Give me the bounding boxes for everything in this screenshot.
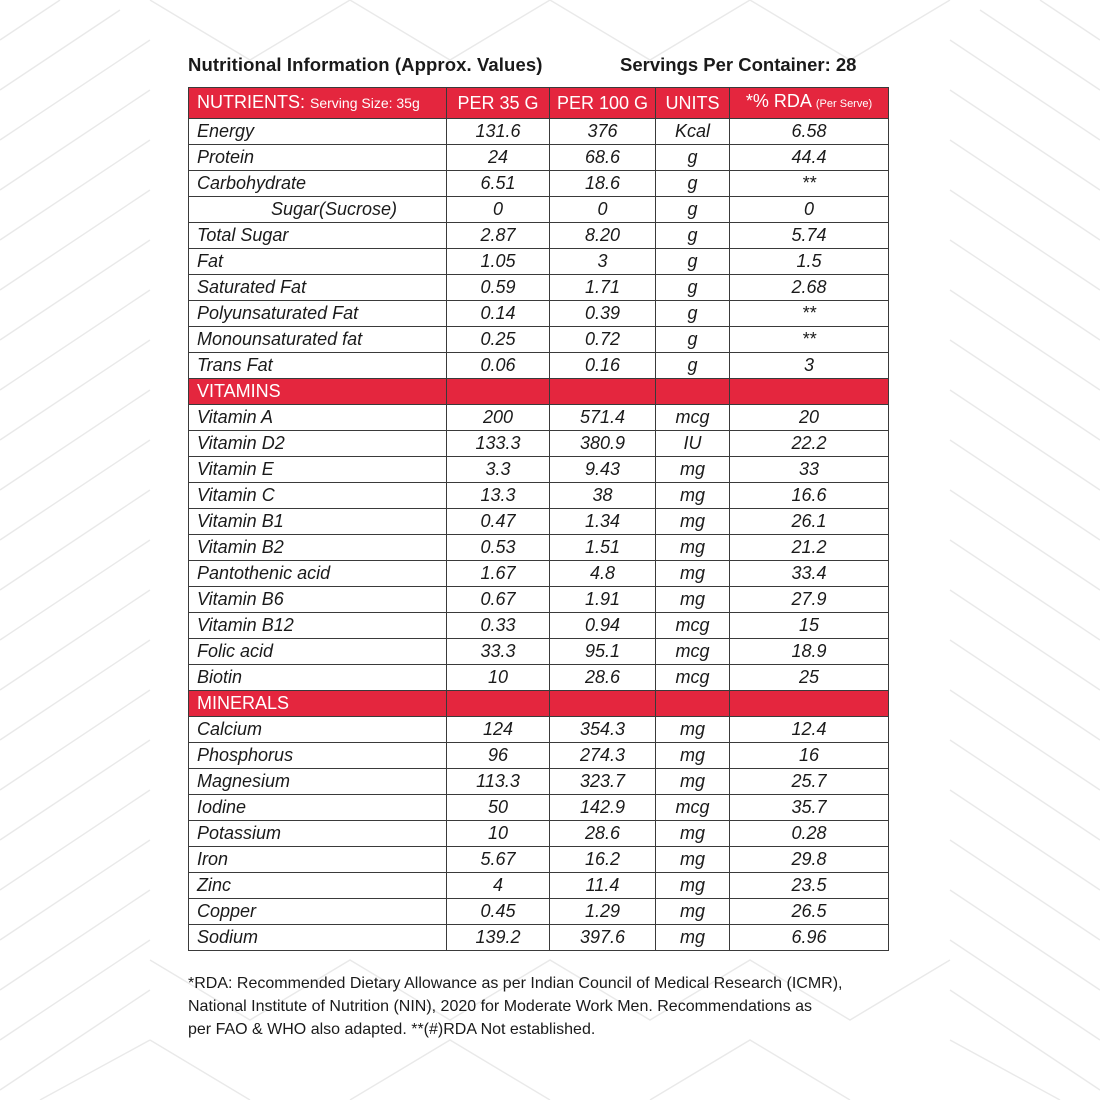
section-cell [550,379,656,405]
nutrient-name: Energy [189,119,447,145]
unit: g [656,197,730,223]
section-row-minerals [189,691,889,717]
unit: mg [656,483,730,509]
value-per-100g: 3 [550,249,656,275]
section-cell [550,691,656,717]
nutrient-name: Copper [189,899,447,925]
value-per-35g: 13.3 [447,483,550,509]
rda-percent: 21.2 [730,535,889,561]
unit: g [656,301,730,327]
value-per-100g: 1.91 [550,587,656,613]
value-per-35g: 0.25 [447,327,550,353]
table-row [189,197,889,223]
unit: g [656,353,730,379]
table-row [189,457,889,483]
unit: mg [656,561,730,587]
nutrient-name: Folic acid [189,639,447,665]
table-row [189,821,889,847]
table-row [189,301,889,327]
footnote-line: *RDA: Recommended Dietary Allowance as per Indian Council of Medical Research (ICMR), [188,975,843,992]
table-row [189,665,889,691]
section-cell [447,379,550,405]
value-per-100g: 354.3 [550,717,656,743]
value-per-100g: 38 [550,483,656,509]
rda-percent: 33 [730,457,889,483]
rda-percent: 5.74 [730,223,889,249]
nutrient-name: Saturated Fat [189,275,447,301]
value-per-100g: 0.72 [550,327,656,353]
table-row [189,145,889,171]
rda-percent: 25.7 [730,769,889,795]
rda-percent: 1.5 [730,249,889,275]
value-per-100g: 397.6 [550,925,656,951]
unit: mcg [656,639,730,665]
unit: mg [656,457,730,483]
value-per-35g: 113.3 [447,769,550,795]
table-row [189,223,889,249]
value-per-100g: 0.94 [550,613,656,639]
value-per-100g: 0 [550,197,656,223]
nutrient-name: Phosphorus [189,743,447,769]
header-per-100g: PER 100 G [550,88,656,119]
value-per-100g: 4.8 [550,561,656,587]
value-per-35g: 4 [447,873,550,899]
header-serving-size: Serving Size: 35g [310,95,420,111]
footnote-line: National Institute of Nutrition (NIN), 2020 for Moderate Work Men. Recommendations as [188,998,812,1015]
unit: g [656,145,730,171]
table-row [189,925,889,951]
value-per-100g: 1.51 [550,535,656,561]
unit: mcg [656,665,730,691]
value-per-35g: 0.06 [447,353,550,379]
value-per-35g: 131.6 [447,119,550,145]
value-per-35g: 6.51 [447,171,550,197]
section-label-vitamins: VITAMINS [189,379,447,405]
table-row [189,535,889,561]
unit: mg [656,535,730,561]
nutrient-name: Potassium [189,821,447,847]
table-row [189,171,889,197]
table-row [189,639,889,665]
value-per-100g: 1.29 [550,899,656,925]
value-per-100g: 18.6 [550,171,656,197]
value-per-35g: 24 [447,145,550,171]
value-per-35g: 0.45 [447,899,550,925]
nutrient-name: Vitamin D2 [189,431,447,457]
rda-percent: 25 [730,665,889,691]
value-per-35g: 33.3 [447,639,550,665]
table-row [189,769,889,795]
table-row [189,873,889,899]
nutrient-name: Monounsaturated fat [189,327,447,353]
nutrient-name: Iodine [189,795,447,821]
value-per-100g: 68.6 [550,145,656,171]
unit: mg [656,509,730,535]
table-row [189,483,889,509]
value-per-35g: 1.67 [447,561,550,587]
rda-percent: ** [730,171,889,197]
value-per-35g: 0.47 [447,509,550,535]
unit: mcg [656,795,730,821]
nutrient-name: Vitamin B6 [189,587,447,613]
nutrient-name: Vitamin C [189,483,447,509]
nutrient-name: Calcium [189,717,447,743]
unit: mg [656,717,730,743]
unit: g [656,249,730,275]
table-row [189,587,889,613]
unit: mg [656,821,730,847]
unit: mg [656,873,730,899]
value-per-35g: 10 [447,821,550,847]
nutrient-name: Polyunsaturated Fat [189,301,447,327]
section-cell [730,379,889,405]
table-row [189,717,889,743]
unit: g [656,223,730,249]
unit: g [656,275,730,301]
rda-percent: 29.8 [730,847,889,873]
value-per-100g: 95.1 [550,639,656,665]
rda-percent: 44.4 [730,145,889,171]
table-row [189,353,889,379]
nutrient-name: Trans Fat [189,353,447,379]
rda-footnote [188,972,908,1041]
value-per-35g: 3.3 [447,457,550,483]
section-cell [730,691,889,717]
nutrient-name: Vitamin B1 [189,509,447,535]
value-per-35g: 0.59 [447,275,550,301]
value-per-35g: 5.67 [447,847,550,873]
servings-per-container: Servings Per Container: 28 [620,54,857,75]
value-per-35g: 133.3 [447,431,550,457]
unit: mcg [656,613,730,639]
value-per-35g: 0 [447,197,550,223]
table-header-row [189,88,889,119]
rda-percent: 6.96 [730,925,889,951]
nutrient-name: Fat [189,249,447,275]
footnote-line: per FAO & WHO also adapted. **(#)RDA Not established. [188,1021,596,1038]
table-row [189,275,889,301]
nutrient-name: Magnesium [189,769,447,795]
header-rda [730,88,889,119]
section-cell [656,691,730,717]
value-per-100g: 1.71 [550,275,656,301]
rda-percent: 22.2 [730,431,889,457]
unit: IU [656,431,730,457]
table-row [189,405,889,431]
rda-percent: 16.6 [730,483,889,509]
value-per-35g: 0.53 [447,535,550,561]
unit: Kcal [656,119,730,145]
nutrient-name: Sodium [189,925,447,951]
value-per-35g: 96 [447,743,550,769]
unit: mg [656,743,730,769]
value-per-100g: 28.6 [550,665,656,691]
nutrient-name: Vitamin A [189,405,447,431]
unit: mg [656,899,730,925]
header-nutrients [189,88,447,119]
header-per-35g: PER 35 G [447,88,550,119]
rda-percent: 35.7 [730,795,889,821]
table-row [189,509,889,535]
value-per-100g: 323.7 [550,769,656,795]
unit: mg [656,847,730,873]
rda-percent: 2.68 [730,275,889,301]
header-rda-sub: (Per Serve) [815,98,873,110]
table-row [189,613,889,639]
header-nutrients-label: NUTRIENTS: [197,92,305,112]
table-row [189,795,889,821]
rda-percent: 12.4 [730,717,889,743]
value-per-100g: 0.39 [550,301,656,327]
header-units: UNITS [656,88,730,119]
value-per-35g: 0.33 [447,613,550,639]
rda-percent: 3 [730,353,889,379]
table-row [189,847,889,873]
rda-percent: 15 [730,613,889,639]
rda-percent: 26.1 [730,509,889,535]
page-title: Nutritional Information (Approx. Values) [188,54,543,75]
rda-percent: 6.58 [730,119,889,145]
nutrient-name: Vitamin E [189,457,447,483]
rda-percent: 33.4 [730,561,889,587]
value-per-100g: 16.2 [550,847,656,873]
unit: mg [656,587,730,613]
value-per-100g: 0.16 [550,353,656,379]
table-row [189,327,889,353]
rda-percent: 18.9 [730,639,889,665]
value-per-35g: 200 [447,405,550,431]
nutrient-name: Iron [189,847,447,873]
value-per-35g: 124 [447,717,550,743]
rda-percent: 27.9 [730,587,889,613]
table-row [189,119,889,145]
table-row [189,743,889,769]
table-row [189,561,889,587]
nutrient-name: Zinc [189,873,447,899]
table-row [189,249,889,275]
rda-percent: 0 [730,197,889,223]
value-per-100g: 571.4 [550,405,656,431]
rda-percent: ** [730,327,889,353]
header-rda-label: *% RDA [745,91,811,111]
section-cell [447,691,550,717]
rda-percent: 26.5 [730,899,889,925]
value-per-35g: 0.67 [447,587,550,613]
nutrition-table [188,87,889,951]
nutrient-name: Total Sugar [189,223,447,249]
nutrient-name: Vitamin B12 [189,613,447,639]
value-per-100g: 274.3 [550,743,656,769]
section-label-minerals: MINERALS [189,691,447,717]
value-per-35g: 50 [447,795,550,821]
nutrient-name: Biotin [189,665,447,691]
value-per-100g: 9.43 [550,457,656,483]
value-per-35g: 0.14 [447,301,550,327]
unit: g [656,327,730,353]
nutrient-name: Carbohydrate [189,171,447,197]
value-per-100g: 380.9 [550,431,656,457]
table-row [189,431,889,457]
value-per-35g: 1.05 [447,249,550,275]
value-per-100g: 8.20 [550,223,656,249]
nutrient-name: Vitamin B2 [189,535,447,561]
nutrient-name: Sugar(Sucrose) [189,197,447,223]
value-per-100g: 1.34 [550,509,656,535]
unit: g [656,171,730,197]
value-per-100g: 11.4 [550,873,656,899]
value-per-100g: 28.6 [550,821,656,847]
rda-percent: 0.28 [730,821,889,847]
rda-percent: 20 [730,405,889,431]
rda-percent: 23.5 [730,873,889,899]
value-per-100g: 376 [550,119,656,145]
nutrient-name: Protein [189,145,447,171]
nutrient-name: Pantothenic acid [189,561,447,587]
table-row [189,899,889,925]
section-cell [656,379,730,405]
value-per-35g: 10 [447,665,550,691]
unit: mg [656,925,730,951]
value-per-35g: 139.2 [447,925,550,951]
rda-percent: 16 [730,743,889,769]
unit: mg [656,769,730,795]
rda-percent: ** [730,301,889,327]
section-row-vitamins [189,379,889,405]
value-per-100g: 142.9 [550,795,656,821]
value-per-35g: 2.87 [447,223,550,249]
unit: mcg [656,405,730,431]
